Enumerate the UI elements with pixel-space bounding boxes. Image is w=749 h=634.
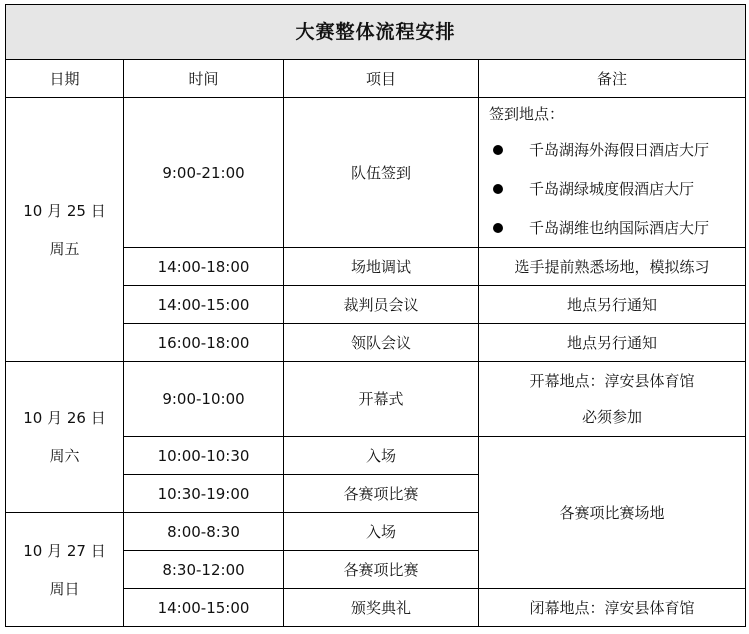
weekday-label: 周六: [49, 447, 80, 465]
date-cell-day3: [6, 513, 124, 627]
item-cell: 各赛项比赛: [284, 551, 479, 589]
header-date: 日期: [6, 60, 124, 98]
date-cell-day2: [6, 362, 124, 513]
note-cell: 选手提前熟悉场地，模拟练习: [479, 248, 746, 286]
list-item: [489, 130, 745, 169]
time-cell: 9:00-21:00: [124, 98, 284, 248]
date-cell-day1: [6, 98, 124, 362]
checkin-place: 千岛湖海外海假日酒店大厅: [529, 140, 710, 159]
venue-note-cell: 各赛项比赛场地: [479, 437, 746, 589]
time-cell: 14:00-18:00: [124, 248, 284, 286]
bullet-icon: [493, 184, 503, 194]
schedule-document: [5, 4, 746, 627]
date-label: 10 月 26 日: [23, 409, 106, 427]
item-cell: 领队会议: [284, 324, 479, 362]
time-cell: 10:30-19:00: [124, 475, 284, 513]
checkin-place: 千岛湖维也纳国际酒店大厅: [529, 218, 710, 237]
item-cell: 各赛项比赛: [284, 475, 479, 513]
list-item: [489, 169, 745, 208]
bullet-icon: [493, 145, 503, 155]
time-cell: 14:00-15:00: [124, 286, 284, 324]
checkin-place: 千岛湖绿城度假酒店大厅: [529, 179, 695, 198]
item-cell: 入场: [284, 513, 479, 551]
header-item: 项目: [284, 60, 479, 98]
opening-note-cell: [479, 362, 746, 437]
header-row: [6, 60, 746, 98]
time-cell: 8:30-12:00: [124, 551, 284, 589]
time-cell: 9:00-10:00: [124, 362, 284, 437]
time-cell: 14:00-15:00: [124, 589, 284, 627]
list-item: [489, 208, 745, 247]
weekday-label: 周日: [49, 579, 80, 598]
item-cell: 颁奖典礼: [284, 589, 479, 627]
header-note: 备注: [479, 60, 746, 98]
item-cell: 裁判员会议: [284, 286, 479, 324]
note-cell: 地点另行通知: [479, 324, 746, 362]
note-cell: 闭幕地点：淳安县体育馆: [479, 589, 746, 627]
item-cell: 入场: [284, 437, 479, 475]
table-title: 大赛整体流程安排: [6, 5, 746, 60]
note-line: 开幕地点：淳安县体育馆: [529, 372, 695, 390]
item-cell: 队伍签到: [284, 98, 479, 248]
bullet-icon: [493, 223, 503, 233]
title-row: [6, 5, 746, 60]
checkin-note-cell: [479, 98, 746, 248]
checkin-heading: 签到地点：: [489, 105, 565, 123]
weekday-label: 周五: [49, 239, 80, 258]
date-label: 10 月 27 日: [23, 541, 106, 560]
time-cell: 10:00-10:30: [124, 437, 284, 475]
header-time: 时间: [124, 60, 284, 98]
note-line: 必须参加: [582, 408, 643, 426]
note-cell: 地点另行通知: [479, 286, 746, 324]
date-label: 10 月 25 日: [23, 201, 106, 220]
time-cell: 16:00-18:00: [124, 324, 284, 362]
schedule-table: [5, 4, 746, 627]
item-cell: 开幕式: [284, 362, 479, 437]
table-row: [6, 362, 746, 437]
time-cell: 8:00-8:30: [124, 513, 284, 551]
item-cell: 场地调试: [284, 248, 479, 286]
table-row: [6, 98, 746, 248]
